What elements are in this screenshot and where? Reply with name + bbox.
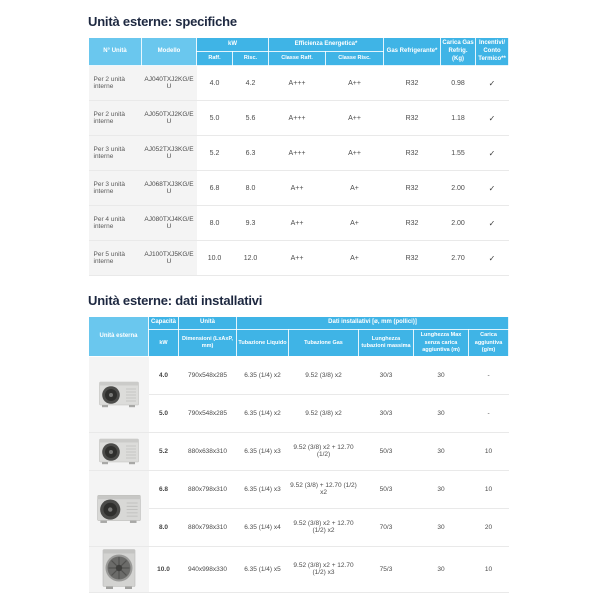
cell-classe-raff: A++ bbox=[269, 171, 326, 206]
cell-n-unita: Per 2 unità interne bbox=[89, 101, 142, 136]
cell-lunghezza-max: 30 bbox=[414, 546, 469, 592]
spec-sheet-page bbox=[88, 14, 508, 593]
cell-tubazione-liquido: 6.35 (1/4) x2 bbox=[237, 356, 289, 394]
cell-capacita: 4.0 bbox=[149, 356, 179, 394]
col-header-carica-aggiuntiva: Carica aggiuntiva (g/m) bbox=[469, 330, 509, 356]
cell-carica: 2.00 bbox=[441, 206, 476, 241]
col-header-dimensioni: Dimensioni (LxAxP, mm) bbox=[179, 330, 237, 356]
cell-tubazione-liquido: 6.35 (1/4) x3 bbox=[237, 470, 289, 508]
cell-tubazione-gas: 9.52 (3/8) x2 bbox=[289, 394, 359, 432]
spec-row bbox=[89, 66, 509, 101]
section-specifiche bbox=[88, 14, 508, 276]
cell-gas: R32 bbox=[384, 136, 441, 171]
col-header-modello: Modello bbox=[142, 38, 197, 66]
col-group-unita: Unità bbox=[179, 317, 237, 330]
cell-capacita: 8.0 bbox=[149, 508, 179, 546]
cell-n-unita: Per 4 unità interne bbox=[89, 206, 142, 241]
cell-classe-raff: A+++ bbox=[269, 136, 326, 171]
cell-raff: 10.0 bbox=[197, 241, 233, 276]
cell-carica: 0.98 bbox=[441, 66, 476, 101]
cell-lunghezza: 70/3 bbox=[359, 508, 414, 546]
col-header-tubazione-gas: Tubazione Gas bbox=[289, 330, 359, 356]
cell-n-unita: Per 3 unità interne bbox=[89, 171, 142, 206]
cell-capacita: 10.0 bbox=[149, 546, 179, 592]
cell-lunghezza-max: 30 bbox=[414, 470, 469, 508]
cell-classe-risc: A++ bbox=[326, 101, 384, 136]
cell-tubazione-liquido: 6.35 (1/4) x5 bbox=[237, 546, 289, 592]
cell-lunghezza-max: 30 bbox=[414, 394, 469, 432]
install-row bbox=[89, 546, 509, 592]
check-icon: ✓ bbox=[476, 171, 509, 206]
cell-raff: 6.8 bbox=[197, 171, 233, 206]
spec-row bbox=[89, 136, 509, 171]
cell-n-unita: Per 5 unità interne bbox=[89, 241, 142, 276]
col-group-capacita: Capacità bbox=[149, 317, 179, 330]
cell-risc: 8.0 bbox=[233, 171, 269, 206]
cell-risc: 4.2 bbox=[233, 66, 269, 101]
cell-raff: 8.0 bbox=[197, 206, 233, 241]
cell-carica-aggiuntiva: - bbox=[469, 394, 509, 432]
cell-carica-aggiuntiva: - bbox=[469, 356, 509, 394]
spec-table-body bbox=[89, 66, 509, 276]
outdoor-unit-image-medium bbox=[89, 432, 149, 470]
cell-raff: 4.0 bbox=[197, 66, 233, 101]
spec-row bbox=[89, 171, 509, 206]
check-icon: ✓ bbox=[476, 206, 509, 241]
cell-modello: AJ052TXJ3KG/EU bbox=[142, 136, 197, 171]
col-group-kw: kW bbox=[197, 38, 269, 52]
cell-dimensioni: 880x798x310 bbox=[179, 508, 237, 546]
cell-lunghezza-max: 30 bbox=[414, 432, 469, 470]
cell-classe-raff: A++ bbox=[269, 241, 326, 276]
cell-classe-raff: A++ bbox=[269, 206, 326, 241]
cell-lunghezza: 50/3 bbox=[359, 470, 414, 508]
spec-table-header bbox=[89, 38, 509, 66]
section-dati-installativi bbox=[88, 293, 508, 592]
col-header-raff: Raff. bbox=[197, 52, 233, 66]
col-header-classe-risc: Classe Risc. bbox=[326, 52, 384, 66]
cell-risc: 5.6 bbox=[233, 101, 269, 136]
cell-lunghezza: 50/3 bbox=[359, 432, 414, 470]
section1-title: Unità esterne: specifiche bbox=[88, 14, 237, 29]
cell-dimensioni: 790x548x285 bbox=[179, 394, 237, 432]
cell-gas: R32 bbox=[384, 171, 441, 206]
cell-tubazione-gas: 9.52 (3/8) x2 + 12.70 (1/2) x3 bbox=[289, 546, 359, 592]
cell-classe-risc: A+ bbox=[326, 206, 384, 241]
cell-modello: AJ050TXJ2KG/EU bbox=[142, 101, 197, 136]
col-header-carica: Carica Gas Refrig. (Kg) bbox=[441, 38, 476, 66]
cell-tubazione-gas: 9.52 (3/8) x2 + 12.70 (1/2) x2 bbox=[289, 508, 359, 546]
col-header-gas: Gas Refrigerante* bbox=[384, 38, 441, 66]
spec-row bbox=[89, 101, 509, 136]
cell-modello: AJ100TXJ5KG/EU bbox=[142, 241, 197, 276]
cell-carica-aggiuntiva: 10 bbox=[469, 470, 509, 508]
cell-tubazione-gas: 9.52 (3/8) x2 + 12.70 (1/2) bbox=[289, 432, 359, 470]
outdoor-unit-photo bbox=[96, 492, 142, 525]
cell-tubazione-liquido: 6.35 (1/4) x2 bbox=[237, 394, 289, 432]
cell-gas: R32 bbox=[384, 66, 441, 101]
col-header-classe-raff: Classe Raff. bbox=[269, 52, 326, 66]
install-row bbox=[89, 356, 509, 394]
cell-carica: 1.18 bbox=[441, 101, 476, 136]
install-table-header bbox=[89, 317, 509, 356]
install-row bbox=[89, 470, 509, 508]
cell-carica-aggiuntiva: 10 bbox=[469, 432, 509, 470]
cell-lunghezza: 30/3 bbox=[359, 356, 414, 394]
cell-capacita: 5.0 bbox=[149, 394, 179, 432]
cell-lunghezza-max: 30 bbox=[414, 508, 469, 546]
install-row bbox=[89, 432, 509, 470]
cell-dimensioni: 790x548x285 bbox=[179, 356, 237, 394]
outdoor-unit-image-xl bbox=[89, 546, 149, 592]
cell-classe-risc: A++ bbox=[326, 136, 384, 171]
col-header-incentivi: Incentivi/ Conto Termico** bbox=[476, 38, 509, 66]
cell-tubazione-gas: 9.52 (3/8) + 12.70 (1/2) x2 bbox=[289, 470, 359, 508]
col-header-tubazione-liquido: Tubazione Liquido bbox=[237, 330, 289, 356]
cell-modello: AJ040TXJ2KG/EU bbox=[142, 66, 197, 101]
cell-modello: AJ080TXJ4KG/EU bbox=[142, 206, 197, 241]
spec-row bbox=[89, 241, 509, 276]
cell-raff: 5.0 bbox=[197, 101, 233, 136]
cell-dimensioni: 880x638x310 bbox=[179, 432, 237, 470]
col-header-lunghezza-max: Lunghezza Max senza carica aggiuntiva (m) bbox=[414, 330, 469, 356]
col-header-lunghezza: Lunghezza tubazioni massima bbox=[359, 330, 414, 356]
cell-lunghezza-max: 30 bbox=[414, 356, 469, 394]
check-icon: ✓ bbox=[476, 66, 509, 101]
outdoor-unit-photo bbox=[98, 436, 140, 466]
section2-title: Unità esterne: dati installativi bbox=[88, 293, 263, 309]
cell-risc: 12.0 bbox=[233, 241, 269, 276]
check-icon: ✓ bbox=[476, 101, 509, 136]
cell-dimensioni: 940x998x330 bbox=[179, 546, 237, 592]
cell-classe-raff: A+++ bbox=[269, 66, 326, 101]
cell-raff: 5.2 bbox=[197, 136, 233, 171]
cell-gas: R32 bbox=[384, 241, 441, 276]
col-group-efficienza: Efficienza Energetica* bbox=[269, 38, 384, 52]
spec-table bbox=[88, 37, 509, 276]
install-row bbox=[89, 508, 509, 546]
cell-tubazione-liquido: 6.35 (1/4) x3 bbox=[237, 432, 289, 470]
cell-carica: 1.55 bbox=[441, 136, 476, 171]
cell-gas: R32 bbox=[384, 206, 441, 241]
install-row bbox=[89, 394, 509, 432]
cell-modello: AJ068TXJ3KG/EU bbox=[142, 171, 197, 206]
cell-n-unita: Per 2 unità interne bbox=[89, 66, 142, 101]
spec-row bbox=[89, 206, 509, 241]
cell-lunghezza: 30/3 bbox=[359, 394, 414, 432]
outdoor-unit-photo bbox=[98, 379, 140, 409]
cell-risc: 9.3 bbox=[233, 206, 269, 241]
cell-tubazione-liquido: 6.35 (1/4) x4 bbox=[237, 508, 289, 546]
cell-gas: R32 bbox=[384, 101, 441, 136]
install-table-body bbox=[89, 356, 509, 592]
cell-carica: 2.00 bbox=[441, 171, 476, 206]
outdoor-unit-image-large bbox=[89, 470, 149, 546]
cell-capacita: 5.2 bbox=[149, 432, 179, 470]
check-icon: ✓ bbox=[476, 136, 509, 171]
cell-capacita: 6.8 bbox=[149, 470, 179, 508]
col-header-risc: Risc. bbox=[233, 52, 269, 66]
outdoor-unit-image-small bbox=[89, 356, 149, 432]
cell-lunghezza: 75/3 bbox=[359, 546, 414, 592]
cell-carica-aggiuntiva: 10 bbox=[469, 546, 509, 592]
cell-classe-risc: A+ bbox=[326, 241, 384, 276]
cell-tubazione-gas: 9.52 (3/8) x2 bbox=[289, 356, 359, 394]
cell-classe-raff: A+++ bbox=[269, 101, 326, 136]
cell-classe-risc: A++ bbox=[326, 66, 384, 101]
col-header-unita-esterna: Unità esterna bbox=[89, 317, 149, 356]
cell-risc: 6.3 bbox=[233, 136, 269, 171]
col-header-n-unita: N° Unità bbox=[89, 38, 142, 66]
col-group-dati-installativi: Dati installativi [ø, mm (pollici)] bbox=[237, 317, 509, 330]
install-table bbox=[88, 316, 509, 592]
col-header-kw: kW bbox=[149, 330, 179, 356]
check-icon: ✓ bbox=[476, 241, 509, 276]
cell-dimensioni: 880x798x310 bbox=[179, 470, 237, 508]
outdoor-unit-photo bbox=[100, 548, 138, 590]
cell-n-unita: Per 3 unità interne bbox=[89, 136, 142, 171]
cell-classe-risc: A+ bbox=[326, 171, 384, 206]
cell-carica-aggiuntiva: 20 bbox=[469, 508, 509, 546]
cell-carica: 2.70 bbox=[441, 241, 476, 276]
